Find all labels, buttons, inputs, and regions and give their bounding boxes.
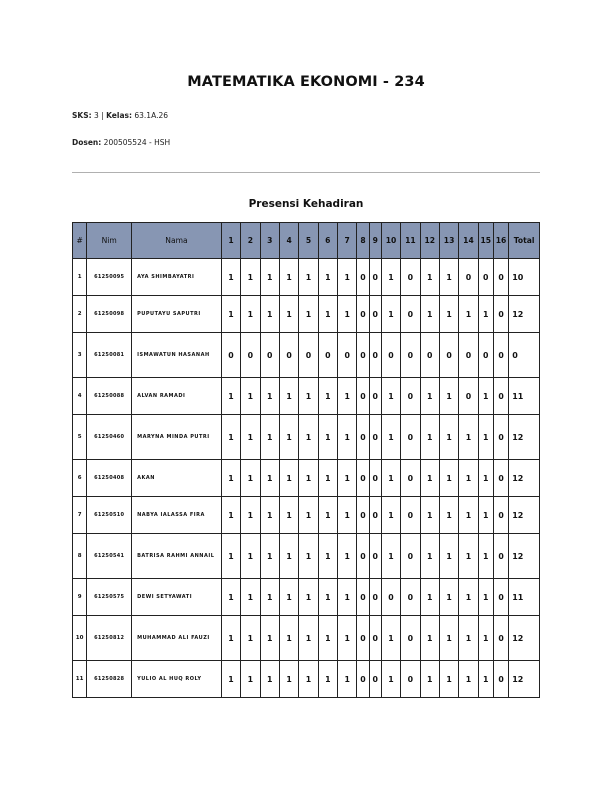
- kelas-label: Kelas:: [106, 111, 132, 120]
- attendance-cell: 1: [439, 661, 458, 698]
- attendance-cell: 0: [459, 378, 478, 415]
- attendance-cell: 1: [420, 579, 439, 616]
- attendance-total: 12: [509, 415, 540, 460]
- student-nim: 61250088: [87, 378, 132, 415]
- attendance-cell: 0: [369, 497, 381, 534]
- attendance-cell: 0: [420, 333, 439, 378]
- attendance-cell: 1: [478, 460, 493, 497]
- student-nim: 61250575: [87, 579, 132, 616]
- student-name: ALVAN RAMADI: [132, 378, 222, 415]
- attendance-cell: 1: [279, 460, 298, 497]
- attendance-cell: 1: [279, 378, 298, 415]
- attendance-cell: 0: [357, 296, 369, 333]
- attendance-cell: 1: [318, 415, 337, 460]
- attendance-cell: 1: [299, 616, 318, 661]
- attendance-cell: 1: [338, 616, 357, 661]
- attendance-cell: 1: [299, 579, 318, 616]
- attendance-cell: 0: [478, 333, 493, 378]
- attendance-cell: 1: [241, 460, 260, 497]
- attendance-cell: 1: [241, 378, 260, 415]
- attendance-cell: 1: [241, 579, 260, 616]
- column-header: Nim: [87, 223, 132, 259]
- attendance-cell: 0: [357, 259, 369, 296]
- table-row: [73, 415, 540, 460]
- attendance-cell: 0: [493, 415, 508, 460]
- attendance-cell: 1: [221, 296, 240, 333]
- attendance-cell: 0: [401, 616, 420, 661]
- attendance-cell: 1: [299, 534, 318, 579]
- attendance-cell: 1: [459, 296, 478, 333]
- attendance-cell: 1: [260, 415, 279, 460]
- attendance-cell: 1: [318, 497, 337, 534]
- attendance-cell: 0: [369, 296, 381, 333]
- attendance-cell: 1: [241, 415, 260, 460]
- attendance-cell: 1: [299, 296, 318, 333]
- student-name: BATRISA RAHMI ANNAIL: [132, 534, 222, 579]
- attendance-cell: 1: [478, 534, 493, 579]
- attendance-cell: 1: [260, 616, 279, 661]
- table-row: [73, 579, 540, 616]
- student-nim: 61250460: [87, 415, 132, 460]
- attendance-total: 12: [509, 661, 540, 698]
- attendance-cell: 0: [493, 460, 508, 497]
- attendance-cell: 1: [381, 415, 400, 460]
- attendance-cell: 0: [357, 661, 369, 698]
- attendance-cell: 1: [318, 579, 337, 616]
- attendance-cell: 0: [493, 333, 508, 378]
- table-row: [73, 497, 540, 534]
- attendance-cell: 0: [369, 378, 381, 415]
- row-number: 3: [73, 333, 87, 378]
- attendance-cell: 1: [439, 415, 458, 460]
- attendance-cell: 0: [401, 259, 420, 296]
- attendance-cell: 1: [439, 460, 458, 497]
- attendance-cell: 1: [279, 579, 298, 616]
- attendance-cell: 0: [369, 333, 381, 378]
- attendance-cell: 1: [439, 259, 458, 296]
- attendance-cell: 1: [459, 661, 478, 698]
- attendance-cell: 1: [241, 259, 260, 296]
- attendance-cell: 1: [260, 460, 279, 497]
- column-header: 7: [338, 223, 357, 259]
- attendance-cell: 1: [478, 378, 493, 415]
- attendance-cell: 1: [318, 534, 337, 579]
- course-meta: [72, 111, 168, 120]
- attendance-cell: 1: [439, 579, 458, 616]
- attendance-cell: 1: [279, 259, 298, 296]
- column-header: 11: [401, 223, 420, 259]
- attendance-cell: 1: [478, 296, 493, 333]
- student-nim: 61250098: [87, 296, 132, 333]
- student-nim: 61250095: [87, 259, 132, 296]
- attendance-cell: 0: [369, 259, 381, 296]
- attendance-cell: 0: [381, 333, 400, 378]
- attendance-cell: 1: [420, 259, 439, 296]
- attendance-cell: 0: [493, 296, 508, 333]
- column-header: 1: [221, 223, 240, 259]
- attendance-cell: 1: [439, 616, 458, 661]
- attendance-cell: 1: [338, 534, 357, 579]
- attendance-cell: 0: [357, 460, 369, 497]
- attendance-cell: 1: [338, 296, 357, 333]
- attendance-cell: 0: [357, 579, 369, 616]
- column-header: 14: [459, 223, 478, 259]
- table-row: [73, 616, 540, 661]
- attendance-cell: 0: [493, 661, 508, 698]
- attendance-cell: 1: [241, 661, 260, 698]
- table-row: [73, 296, 540, 333]
- attendance-cell: 0: [279, 333, 298, 378]
- attendance-cell: 1: [459, 497, 478, 534]
- student-nim: 61250828: [87, 661, 132, 698]
- attendance-cell: 1: [381, 460, 400, 497]
- attendance-cell: 1: [318, 378, 337, 415]
- attendance-cell: 0: [260, 333, 279, 378]
- attendance-cell: 1: [338, 579, 357, 616]
- attendance-cell: 0: [221, 333, 240, 378]
- attendance-cell: 1: [478, 579, 493, 616]
- attendance-cell: 1: [241, 616, 260, 661]
- attendance-cell: 1: [420, 661, 439, 698]
- attendance-cell: 0: [357, 378, 369, 415]
- row-number: 7: [73, 497, 87, 534]
- attendance-cell: 0: [357, 497, 369, 534]
- attendance-cell: 1: [221, 579, 240, 616]
- attendance-cell: 1: [459, 616, 478, 661]
- column-header: 16: [493, 223, 508, 259]
- document-title: MATEMATIKA EKONOMI - 234: [187, 74, 425, 90]
- student-name: AKAN: [132, 460, 222, 497]
- attendance-cell: 0: [478, 259, 493, 296]
- attendance-cell: 1: [439, 296, 458, 333]
- column-header: Nama: [132, 223, 222, 259]
- attendance-cell: 1: [299, 259, 318, 296]
- attendance-cell: 1: [260, 497, 279, 534]
- attendance-cell: 0: [401, 378, 420, 415]
- student-nim: 61250081: [87, 333, 132, 378]
- attendance-total: 11: [509, 378, 540, 415]
- attendance-cell: 0: [493, 378, 508, 415]
- attendance-cell: 1: [381, 616, 400, 661]
- attendance-cell: 1: [221, 460, 240, 497]
- attendance-cell: 1: [241, 497, 260, 534]
- attendance-cell: 1: [439, 497, 458, 534]
- attendance-cell: 0: [401, 415, 420, 460]
- attendance-cell: 1: [420, 616, 439, 661]
- table-body: [73, 259, 540, 698]
- student-name: MARYNA MINDA PUTRI: [132, 415, 222, 460]
- section-title: Presensi Kehadiran: [248, 198, 364, 210]
- attendance-cell: 1: [221, 534, 240, 579]
- student-name: PUPUTAYU SAPUTRI: [132, 296, 222, 333]
- attendance-cell: 1: [420, 378, 439, 415]
- attendance-cell: 1: [299, 661, 318, 698]
- attendance-cell: 1: [478, 616, 493, 661]
- row-number: 1: [73, 259, 87, 296]
- sks-label: SKS:: [72, 111, 92, 120]
- attendance-cell: 1: [279, 661, 298, 698]
- student-nim: 61250812: [87, 616, 132, 661]
- attendance-cell: 1: [260, 259, 279, 296]
- student-name: DEWI SETYAWATI: [132, 579, 222, 616]
- attendance-cell: 1: [279, 497, 298, 534]
- student-name: YULIO AL HUQ ROLY: [132, 661, 222, 698]
- attendance-total: 0: [509, 333, 540, 378]
- attendance-cell: 1: [260, 534, 279, 579]
- student-nim: 61250510: [87, 497, 132, 534]
- table-row: [73, 259, 540, 296]
- attendance-cell: 1: [338, 497, 357, 534]
- attendance-cell: 0: [439, 333, 458, 378]
- column-header: 8: [357, 223, 369, 259]
- attendance-cell: 0: [401, 661, 420, 698]
- attendance-cell: 0: [459, 259, 478, 296]
- attendance-cell: 1: [338, 661, 357, 698]
- attendance-total: 12: [509, 460, 540, 497]
- student-name: NABYA IALASSA FIRA: [132, 497, 222, 534]
- attendance-cell: 0: [357, 534, 369, 579]
- column-header: 5: [299, 223, 318, 259]
- row-number: 2: [73, 296, 87, 333]
- attendance-cell: 1: [260, 661, 279, 698]
- attendance-cell: 1: [439, 378, 458, 415]
- attendance-cell: 1: [241, 534, 260, 579]
- attendance-cell: 0: [459, 333, 478, 378]
- column-header: 15: [478, 223, 493, 259]
- attendance-cell: 1: [459, 534, 478, 579]
- divider: [72, 172, 540, 173]
- attendance-cell: 1: [299, 378, 318, 415]
- attendance-total: 10: [509, 259, 540, 296]
- attendance-cell: 0: [369, 579, 381, 616]
- attendance-cell: 0: [369, 460, 381, 497]
- attendance-cell: 1: [420, 534, 439, 579]
- attendance-cell: 1: [318, 259, 337, 296]
- attendance-cell: 0: [318, 333, 337, 378]
- attendance-cell: 1: [338, 259, 357, 296]
- attendance-cell: 1: [439, 534, 458, 579]
- column-header: #: [73, 223, 87, 259]
- attendance-cell: 1: [338, 460, 357, 497]
- column-header: 13: [439, 223, 458, 259]
- attendance-cell: 0: [401, 296, 420, 333]
- attendance-cell: 1: [279, 415, 298, 460]
- student-nim: 61250408: [87, 460, 132, 497]
- attendance-cell: 1: [318, 460, 337, 497]
- dosen-value: 200505524 - HSH: [103, 138, 171, 147]
- attendance-cell: 0: [401, 534, 420, 579]
- attendance-cell: 1: [459, 415, 478, 460]
- table-row: [73, 534, 540, 579]
- attendance-cell: 1: [279, 616, 298, 661]
- attendance-cell: 0: [493, 497, 508, 534]
- column-header: 4: [279, 223, 298, 259]
- row-number: 8: [73, 534, 87, 579]
- attendance-cell: 1: [459, 460, 478, 497]
- attendance-cell: 1: [221, 415, 240, 460]
- row-number: 4: [73, 378, 87, 415]
- column-header: 9: [369, 223, 381, 259]
- meta-separator: |: [101, 111, 104, 120]
- column-header: 2: [241, 223, 260, 259]
- attendance-total: 11: [509, 579, 540, 616]
- column-header: 3: [260, 223, 279, 259]
- table-header-row: [73, 223, 540, 259]
- attendance-cell: 1: [318, 296, 337, 333]
- student-name: MUHAMMAD ALI FAUZI: [132, 616, 222, 661]
- attendance-cell: 0: [493, 616, 508, 661]
- attendance-cell: 0: [493, 579, 508, 616]
- attendance-cell: 0: [493, 534, 508, 579]
- attendance-cell: 0: [357, 616, 369, 661]
- lecturer-meta: [72, 138, 170, 147]
- attendance-table: [72, 222, 540, 698]
- attendance-cell: 1: [420, 460, 439, 497]
- attendance-cell: 0: [338, 333, 357, 378]
- attendance-cell: 1: [318, 661, 337, 698]
- attendance-cell: 1: [221, 661, 240, 698]
- attendance-cell: 0: [369, 616, 381, 661]
- attendance-cell: 1: [260, 296, 279, 333]
- attendance-cell: 1: [420, 415, 439, 460]
- attendance-cell: 0: [369, 415, 381, 460]
- attendance-cell: 1: [381, 661, 400, 698]
- student-name: AYA SHIMBAYATRI: [132, 259, 222, 296]
- attendance-cell: 1: [299, 460, 318, 497]
- attendance-total: 12: [509, 534, 540, 579]
- row-number: 9: [73, 579, 87, 616]
- attendance-cell: 0: [401, 579, 420, 616]
- attendance-cell: 1: [381, 497, 400, 534]
- column-header: 6: [318, 223, 337, 259]
- attendance-cell: 1: [221, 378, 240, 415]
- attendance-cell: 1: [318, 616, 337, 661]
- attendance-cell: 0: [357, 415, 369, 460]
- attendance-cell: 1: [221, 259, 240, 296]
- attendance-cell: 1: [260, 378, 279, 415]
- kelas-value: 63.1A.26: [134, 111, 169, 120]
- attendance-cell: 1: [381, 259, 400, 296]
- attendance-cell: 1: [221, 497, 240, 534]
- attendance-cell: 1: [478, 497, 493, 534]
- row-number: 5: [73, 415, 87, 460]
- row-number: 10: [73, 616, 87, 661]
- attendance-cell: 1: [338, 415, 357, 460]
- sks-value: 3: [94, 111, 99, 120]
- attendance-cell: 0: [241, 333, 260, 378]
- column-header: Total: [509, 223, 540, 259]
- row-number: 6: [73, 460, 87, 497]
- attendance-cell: 1: [299, 497, 318, 534]
- attendance-cell: 0: [369, 534, 381, 579]
- attendance-cell: 1: [221, 616, 240, 661]
- attendance-cell: 1: [478, 661, 493, 698]
- attendance-cell: 1: [420, 296, 439, 333]
- attendance-cell: 0: [357, 333, 369, 378]
- row-number: 11: [73, 661, 87, 698]
- attendance-cell: 1: [381, 534, 400, 579]
- attendance-cell: 1: [338, 378, 357, 415]
- attendance-cell: 1: [279, 534, 298, 579]
- attendance-cell: 1: [478, 415, 493, 460]
- attendance-total: 12: [509, 497, 540, 534]
- attendance-total: 12: [509, 296, 540, 333]
- attendance-total: 12: [509, 616, 540, 661]
- attendance-cell: 0: [369, 661, 381, 698]
- attendance-cell: 1: [241, 296, 260, 333]
- attendance-cell: 1: [260, 579, 279, 616]
- column-header: 10: [381, 223, 400, 259]
- attendance-cell: 0: [401, 460, 420, 497]
- attendance-cell: 0: [493, 259, 508, 296]
- student-name: ISMAWATUN HASANAH: [132, 333, 222, 378]
- attendance-cell: 0: [401, 333, 420, 378]
- student-nim: 61250541: [87, 534, 132, 579]
- dosen-label: Dosen:: [72, 138, 102, 147]
- attendance-cell: 0: [401, 497, 420, 534]
- table-row: [73, 333, 540, 378]
- table-row: [73, 661, 540, 698]
- table-row: [73, 460, 540, 497]
- attendance-cell: 1: [459, 579, 478, 616]
- column-header: 12: [420, 223, 439, 259]
- attendance-cell: 1: [381, 378, 400, 415]
- table-row: [73, 378, 540, 415]
- attendance-cell: 1: [381, 296, 400, 333]
- attendance-cell: 1: [279, 296, 298, 333]
- attendance-cell: 1: [299, 415, 318, 460]
- attendance-cell: 0: [299, 333, 318, 378]
- attendance-cell: 0: [381, 579, 400, 616]
- attendance-cell: 1: [420, 497, 439, 534]
